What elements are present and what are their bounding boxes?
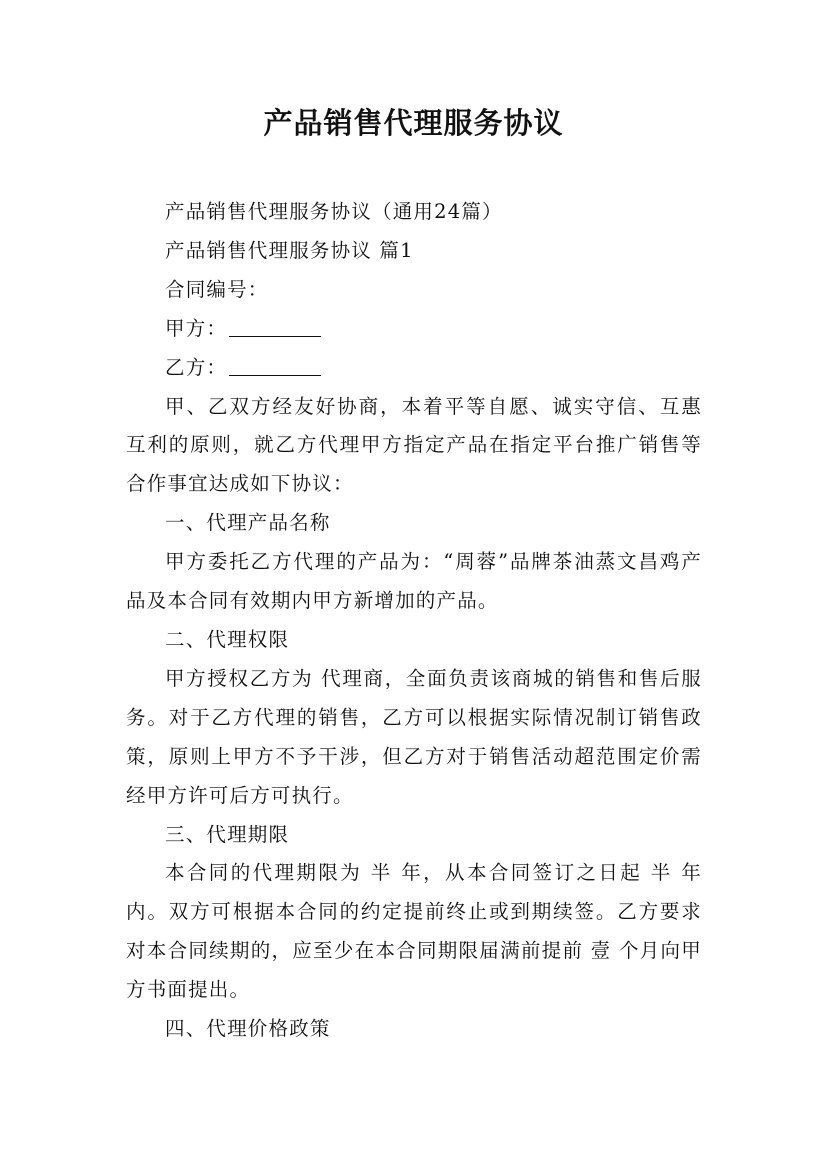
paragraph-heading-3: 三、代理期限 (165, 822, 290, 846)
document-title: 产品销售代理服务协议 (263, 106, 564, 140)
paragraph-heading-1: 一、代理产品名称 (165, 511, 331, 535)
paragraph-heading-2: 二、代理权限 (165, 627, 290, 651)
paragraph-party-b (126, 349, 702, 388)
paragraph-subtitle: 产品销售代理服务协议（通用24篇） (165, 200, 503, 223)
paragraph-section-heading: 产品销售代理服务协议 篇1 (165, 238, 414, 262)
party-b-label: 乙方： (165, 355, 228, 379)
party-a-label: 甲方： (165, 316, 228, 340)
paragraph-authority: 甲方授权乙方为 代理商，全面负责该商城的销售和售后服务。对于乙方代理的销售，乙方可以根据实际情况制订销售政策，原则上甲方不予干涉，但乙方对于销售活动超范围定价需经甲方许可后方可执行。 (126, 666, 702, 807)
paragraph-term: 本合同的代理期限为 半 年，从本合同签订之日起 半 年内。双方可根据本合同的约定提前终止或到期续签。乙方要求对本合同续期的，应至少在本合同期限届满前提前 壹 个月向甲方书面提出。 (126, 861, 702, 1002)
party-a-blank-line (229, 316, 321, 337)
paragraph-contract-number: 合同编号： (165, 277, 269, 301)
paragraph-party-a (126, 310, 702, 349)
paragraph-preamble: 甲、乙双方经友好协商，本着平等自愿、诚实守信、互惠互利的原则，就乙方代理甲方指定产品在指定平台推广销售等合作事宜达成如下协议： (126, 394, 702, 496)
document-body (126, 193, 702, 1049)
paragraph-product-name: 甲方委托乙方代理的产品为：“周蓉”品牌茶油蒸文昌鸡产品及本合同有效期内甲方新增加的产品。 (126, 550, 702, 613)
party-b-blank-line (229, 355, 321, 376)
paragraph-heading-4: 四、代理价格政策 (165, 1017, 331, 1041)
